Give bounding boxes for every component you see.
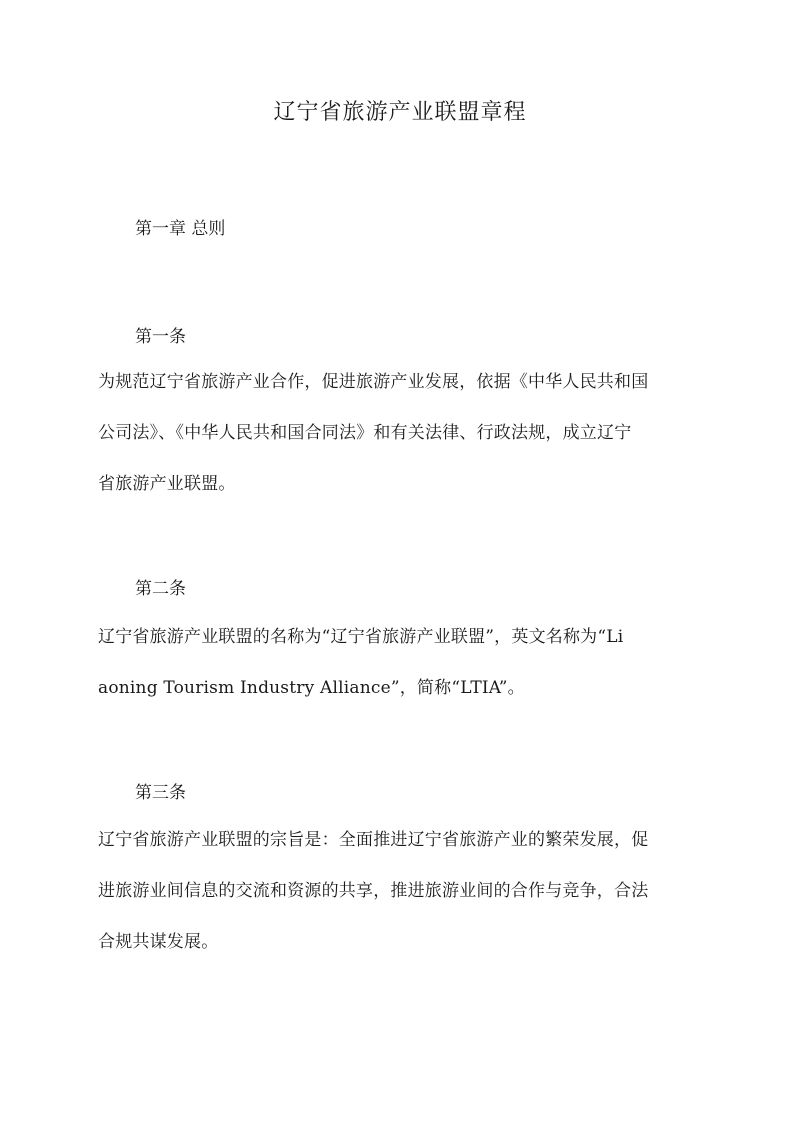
article-2-line-1: 辽宁省旅游产业联盟的名称为“辽宁省旅游产业联盟”，英文名称为“Li bbox=[98, 627, 624, 647]
article-1-body bbox=[98, 357, 702, 510]
document-title: 辽宁省旅游产业联盟章程 bbox=[273, 100, 527, 125]
article-1-line-3: 省旅游产业联盟。 bbox=[98, 474, 236, 494]
article-3-heading: 第三条 bbox=[135, 783, 186, 803]
article-2-heading: 第二条 bbox=[135, 579, 186, 599]
article-1-line-2: 公司法》、《中华人民共和国合同法》和有关法律、行政法规，成立辽宁 bbox=[98, 423, 632, 443]
article-3-body bbox=[98, 815, 702, 968]
article-1-heading: 第一条 bbox=[135, 327, 186, 347]
article-2-body bbox=[98, 612, 702, 714]
article-1-line-1: 为规范辽宁省旅游产业合作，促进旅游产业发展，依据《中华人民共和国 bbox=[98, 372, 649, 392]
article-3-line-3: 合规共谋发展。 bbox=[98, 932, 219, 952]
article-3-line-2: 进旅游业间信息的交流和资源的共享，推进旅游业间的合作与竞争，合法 bbox=[98, 881, 649, 901]
article-3-line-1: 辽宁省旅游产业联盟的宗旨是：全面推进辽宁省旅游产业的繁荣发展，促 bbox=[98, 830, 649, 850]
chapter-heading: 第一章 总则 bbox=[135, 219, 226, 239]
article-2-line-2: aoning Tourism Industry Alliance”，简称“LTIA”。 bbox=[98, 678, 525, 698]
